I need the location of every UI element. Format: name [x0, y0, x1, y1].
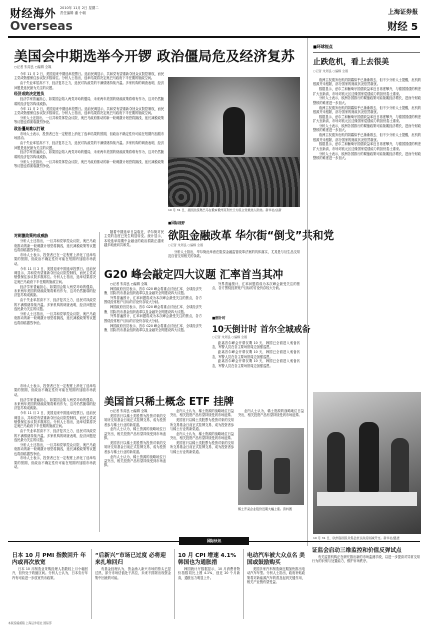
rail-article-body [313, 78, 421, 274]
rail-photo [313, 392, 421, 534]
lead-paragraph: 今年 11 月 2 日，美国迎来中期选举投票日。选前民调显示，共和党有望重新夺回众议院控制权，而民主党或勉强保住参议院多数席位。分析人士指出，选举结果将决定奥巴马政府下半任期的施政空间。 [14, 106, 164, 116]
g20-article-body [104, 282, 202, 386]
etf-photo-caption: 稀土开采企业股价近期大幅上涨。资料图 [238, 507, 293, 511]
fx-paragraph: 分析人士指出，华尔街此举意在阻挠金融监管改革法案的具体落实，尤其是与衍生品交易及自营交易相关的条款。 [168, 250, 300, 259]
page-headline: 美国会中期选举今开锣 政治僵局危及经济复苏 [14, 49, 295, 65]
issue-meta [60, 6, 99, 15]
bottom-story-title: 证监会启动三维监控和价值反弹试点 [312, 548, 402, 554]
worker-figure [248, 450, 262, 490]
section-logo: 财经海外 [10, 7, 56, 20]
page-footer: 本版投稿邮箱 上海证券报社 国际部 [8, 621, 52, 625]
bottom-paragraph: 有基金经理认为，资金涌入新兴市场的势头已显过热，部分市场估值处于高位，未来不排除出现资金集中回流的可能。 [95, 567, 171, 580]
bottom-story [178, 553, 240, 621]
etf-paragraph: 美国首只以稀土类股票为投资对象的交易所交易基金日前正式挂牌交易，成为投资者参与稀土行业的新渠道。 [104, 441, 166, 454]
lead-paragraph: 今年 11 月 2 日，美国迎来中期选举投票日。选前民调显示，共和党有望重新夺回众议院控制权，而民主党或勉强保住参议院多数席位。分析人士指出，选举结果将决定奥巴马政府下半任期的施政空间。 [14, 411, 96, 429]
lead-paragraph: 市场人士表示，投资者已在一定程度上消化了选举结果的预期，但政治不确定性仍可能在短期内加剧市场波动。 [14, 253, 96, 266]
bottom-story [247, 553, 305, 621]
etf-paragraph: 业内人士认为，稀土资源的战略地位日益突出，相关投资产品有望持续受到市场追捧。 [238, 409, 304, 418]
g20-article-body [212, 282, 300, 312]
fx-paragraph: 随着中期选举日益临近，华尔街对民主党的态度已发生明显转变。统计显示，本轮选举周期中金融业的政治捐款正越来越多地流向共和党。 [104, 230, 164, 248]
seoul-paragraph: 距离首尔峰会开幕仅剩 10 天，韩国已全面进入戒备状态，军警人员在各主要场馆周边加强巡逻。 [212, 350, 300, 359]
column-rule [99, 232, 100, 532]
rail-paragraph: 欧洲主权债务危机的阴霾似乎已渐渐散去，但不少分析人士提醒，危机的根源并未根除，部分国家的财政状况依然堪忧。 [313, 78, 421, 87]
lead-paragraph: 今年 11 月 2 日，美国迎来中期选举投票日。选前民调显示，共和党有望重新夺回众议院控制权，而民主党或勉强保住参议院多数席位。分析人士指出，选举结果将决定奥巴马政府下半任期的施政空间。 [14, 72, 164, 81]
g20-paragraph: 外界普遍预计，汇率问题将成为本次峰会最受关注的焦点，各方围绕经常账户目标的讨论仍存较大分歧。 [104, 314, 202, 323]
newspaper-brand: 上海证券报 [387, 9, 418, 16]
lead-paragraph: 市场人士表示，投资者已在一定程度上消化了选举结果的预期，但政治不确定性仍可能在短期内加剧市场波动。 [14, 132, 164, 141]
rail-paragraph: 欧洲主权债务危机的阴霾似乎已渐渐散去，但不少分析人士提醒，危机的根源并未根除，部分国家的财政状况依然堪忧。 [313, 105, 421, 115]
etf-paragraph: 业内人士认为，稀土资源的战略地位日益突出，相关投资产品有望持续受到市场追捧。 [170, 431, 234, 441]
lead-paragraph: 由于失业率居高不下、经济复苏乏力，选民对执政党的不满情绪持续升温。多家机构的调查表明，经济问题是选民最为关注的议题。 [14, 298, 96, 312]
etf-article-body [170, 409, 234, 529]
g20-byline: ○记者 朱周良 ○编辑 全媒 [110, 282, 148, 286]
bottom-story [95, 553, 171, 621]
rail-paragraph: 分析人士表示，欧洲各国推行的紧缩政策可能拖累经济增长，进而令财政整顿的难度进一步加大。 [313, 124, 421, 133]
lead-paragraph: 经济学家普遍担心，如果国会陷入两党对峙的僵局，未来两年美国的财政政策将难有作为，这对仍然脆弱的经济复苏构成威胁。 [14, 150, 164, 159]
bottom-banner: 国际快讯 [179, 537, 249, 545]
lead-paragraph: 分析人士还指出，一旦共和党掌控众议院，奥巴马政府推动的新一轮刺激计划恐将搁浅，延长减税政策等议题也将面临激烈争论。 [14, 311, 96, 325]
fx-byline: ○记者 朱周良 ○编辑 全媒 [168, 243, 204, 247]
speaker-figure [223, 107, 245, 155]
etf-headline: 美国首只稀土概念 ETF 挂牌 [104, 397, 234, 408]
lead-paragraph: 分析人士还指出，一旦共和党掌控众议院，奥巴马政府推动的新一轮刺激计划恐将搁浅，延长减税政策等议题也将面临激烈争论。 [14, 442, 96, 456]
g20-paragraph: 外界普遍预计，汇率问题将成为本次峰会最受关注的焦点，各方围绕经常账户目标的讨论仍存较大分歧。 [104, 296, 202, 305]
etf-paragraph: 业内人士认为，稀土资源的战略地位日益突出，相关投资产品有望持续受到市场追捧。 [104, 454, 166, 468]
bottom-paragraph: 有关监管机构正在研究推出新的市场监测手段，以进一步提高对异常交易行为的识别与处置能力，维护市场秩序。 [312, 555, 420, 564]
lead-paragraph: 市场人士表示，投资者已在一定程度上消化了选举结果的预期，但政治不确定性仍可能在短期内加剧市场波动。 [14, 384, 96, 397]
bottom-paragraph: 日本 10 月制造业采购经理人指数较上月小幅回升，但仍处于收缩区间。分析人士认为，日本央行年内有可能进一步放宽货币政策。 [12, 567, 88, 580]
seoul-paragraph: 距离首尔峰会开幕仅剩 10 天，韩国已全面进入戒备状态，军警人员在各主要场馆周边加强巡逻。 [212, 341, 300, 350]
bottom-story-body [12, 567, 88, 613]
bottom-story-title: 10 月 CPI 增速 4.1% 韩国也为通胀措 [178, 553, 237, 566]
bottom-paragraph: 美国多家汽车制造商近期加快推出电动汽车车型。分析人士指出，政府补贴政策将对新能源汽车的普及起到关键作用，相关产业链有望受益。 [247, 567, 305, 585]
rail-paragraph: 数据显示，爱尔兰和葡萄牙国债收益率近日再度攀升，与德国国债的利差扩大至新高，市场对欧元区边缘国家偿债能力的担忧卷土重来。 [313, 142, 421, 151]
bottom-paragraph: 韩国统计厅数据显示，10 月消费者物价指数同比上涨 4.1%，创近 20 个月新高，通胀压力明显上升。 [178, 567, 240, 580]
protester-figure [327, 432, 345, 492]
right-rail [307, 38, 420, 546]
rail-photo-caption: 10 月 31 日，欧洲各国民众集会抗议政府削减开支。新华社/路透 [313, 536, 400, 540]
lead-subhead: 经济成败决定胜负 [14, 91, 45, 97]
rail-headline: 止跌危机，看上去很美 [313, 57, 389, 66]
bottom-story-title: 日本 10 月 PMI 指数回升 年内或再次放宽 [12, 553, 87, 566]
bottom-story [312, 548, 420, 622]
lead-paragraph: 由于失业率居高不下、经济复苏乏力，选民对执政党的不满情绪持续升温。多家机构的调查表明，经济问题是选民最为关注的议题。 [14, 81, 164, 90]
column-rule [243, 549, 244, 619]
lead-paragraph: 分析人士还指出，一旦共和党掌控众议院，奥巴马政府推动的新一轮刺激计划恐将搁浅，延长减税政策等议题也将面临激烈争论。 [14, 239, 96, 253]
seoul-byline: ○记者 朱周良 ○编辑 全媒 [212, 335, 248, 339]
etf-byline: ○记者 朱周良 ○编辑 全媒 [110, 409, 148, 413]
etf-paragraph: 业内人士认为，稀土资源的战略地位日益突出，相关投资产品有望持续受到市场追捧。 [104, 427, 166, 441]
issue-date: 2010年 11月 2日 星期二 [60, 6, 99, 10]
lead-paragraph: 经济学家普遍担心，如果国会陷入两党对峙的僵局，未来两年美国的财政政策将难有作为，这对仍然脆弱的经济复苏构成威胁。 [14, 397, 96, 411]
lead-article-continued [14, 232, 96, 382]
etf-paragraph: 美国首只以稀土类股票为投资对象的交易所交易基金日前正式挂牌交易，成为投资者参与稀土行业的新渠道。 [170, 418, 234, 432]
seoul-paragraph: 距离首尔峰会开幕仅剩 10 天，韩国已全面进入戒备状态，军警人员在各主要场馆周边加强巡逻。 [212, 359, 300, 368]
rail-paragraph: 数据显示，爱尔兰和葡萄牙国债收益率近日再度攀升，与德国国债的利差扩大至新高，市场对欧元区边缘国家偿债能力的担忧卷土重来。 [313, 114, 421, 124]
rail-kicker: ■环球视点 [313, 44, 420, 53]
lead-paragraph: 分析人士还指出，一旦共和党掌控众议院，奥巴马政府推动的新一轮刺激计划恐将搁浅，延长减税政策等议题也将面临激烈争论。 [14, 159, 164, 169]
main-photo [168, 77, 300, 207]
worker-figure [274, 458, 290, 494]
etf-paragraph: 美国首只以稀土类股票为投资对象的交易所交易基金日前正式挂牌交易，成为投资者参与稀土行业的新渠道。 [170, 441, 234, 454]
lead-subhead: 政治僵局难以打破 [14, 125, 45, 131]
seoul-kicker: ■倒计时 [212, 316, 226, 320]
rail-paragraph: 欧洲主权债务危机的阴霾似乎已渐渐散去，但不少分析人士提醒，危机的根源并未根除，部分国家的财政状况依然堪忧。 [313, 133, 421, 142]
etf-paragraph: 业内人士认为，稀土资源的战略地位日益突出，相关投资产品有望持续受到市场追捧。 [170, 409, 234, 418]
g20-paragraph: 韩国政府官员表示，首尔 G20 峰会将重点讨论汇率、全球经济失衡、国际货币基金组织改革以及金融安全网建设四大议题。 [104, 286, 202, 296]
protester-figure [359, 422, 379, 492]
protest-banner [317, 492, 417, 506]
bottom-story [12, 553, 88, 621]
lead-paragraph: 今年 11 月 2 日，美国迎来中期选举投票日。选前民调显示，共和党有望重新夺回众议院控制权，而民主党或勉强保住参议院多数席位。分析人士指出，选举结果将决定奥巴马政府下半任期的施政空间。 [14, 266, 96, 284]
rail-paragraph: 分析人士表示，欧洲各国推行的紧缩政策可能拖累经济增长，进而令财政整顿的难度进一步加大。 [313, 151, 421, 161]
lead-article [14, 72, 164, 230]
rail-byline: ○记者 朱周良 ○编辑 全媒 [313, 69, 349, 73]
bottom-story-body [247, 567, 305, 613]
issue-editor: 责任编辑 潘 小朝 [60, 10, 86, 15]
seoul-article-body [212, 341, 300, 387]
etf-paragraph: 美国首只以稀土类股票为投资对象的交易所交易基金日前正式挂牌交易，成为投资者参与稀土行业的新渠道。 [104, 413, 166, 427]
lead-article-continued [14, 384, 96, 530]
main-photo-caption: 10 月 31 日，美国总统奥巴马在俄亥俄州克利夫兰为民主党候选人助选。新华社/法新 [168, 208, 282, 212]
g20-paragraph: 韩国政府官员表示，首尔 G20 峰会将重点讨论汇率、全球经济失衡、国际货币基金组织改革以及金融安全网建设四大议题。 [104, 305, 202, 314]
lead-subhead: 对刺激政策构成威胁 [14, 233, 49, 238]
bottom-story-body [95, 567, 171, 613]
lead-paragraph: 市场人士表示，投资者已在一定程度上消化了选举结果的预期，但政治不确定性仍可能在短期内加剧市场波动。 [14, 456, 96, 470]
lead-paragraph: 经济学家普遍担心，如果国会陷入两党对峙的僵局，未来两年美国的财政政策将难有作为，这对仍然脆弱的经济复苏构成威胁。 [14, 284, 96, 298]
lead-paragraph: 由于失业率居高不下、经济复苏乏力，选民对执政党的不满情绪持续升温。多家机构的调查表明，经济问题是选民最为关注的议题。 [14, 429, 96, 443]
bottom-story-title: “后新兴”市场已过度 必将迎来扎堆回归 [95, 553, 166, 566]
column-rule [91, 549, 92, 619]
fx-article-body [168, 250, 300, 262]
bottom-story-body [178, 567, 240, 613]
column-rule [174, 549, 175, 619]
fx-article-body [104, 230, 164, 260]
lead-paragraph: 经济学家普遍担心，如果国会陷入两党对峙的僵局，未来两年美国的财政政策将难有作为，这对仍然脆弱的经济复苏构成威胁。 [14, 97, 164, 106]
fx-kicker: ■国际视野 [168, 221, 185, 225]
protester-figure [391, 438, 409, 494]
etf-photo [238, 428, 304, 505]
etf-article-body [104, 409, 166, 529]
page-number: 财经 5 [387, 22, 418, 33]
g20-paragraph: 韩国政府官员表示，首尔 G20 峰会将重点讨论汇率、全球经济失衡、国际货币基金组织改革以及金融安全网建设四大议题。 [104, 323, 202, 333]
etf-article-body [238, 409, 304, 427]
fx-headline: 欲阻金融改革 华尔街“倒戈”共和党 [168, 230, 334, 242]
crowd-figure [168, 157, 300, 207]
g20-paragraph: 外界普遍预计，汇率问题将成为本次峰会最受关注的焦点，各方围绕经常账户目标的讨论仍存较大分歧。 [212, 282, 300, 291]
lead-paragraph: 由于失业率居高不下、经济复苏乏力，选民对执政党的不满情绪持续升温。多家机构的调查表明，经济问题是选民最为关注的议题。 [14, 141, 164, 150]
bottom-story-title: 电动汽车被大众点名 美国或鼓励购买 [247, 553, 305, 566]
rail-paragraph: 分析人士表示，欧洲各国推行的紧缩政策可能拖累经济增长，进而令财政整顿的难度进一步加大。 [313, 96, 421, 105]
bottom-story-body [312, 555, 420, 607]
headline-byline: ○记者 朱周良 ○编辑 全媒 [14, 65, 52, 69]
seoul-headline: 10天倒计时 首尔全城戒备 [212, 324, 311, 334]
lead-paragraph: 分析人士还指出，一旦共和党掌控众议院，奥巴马政府推动的新一轮刺激计划恐将搁浅，延长减税政策等议题也将面临激烈争论。 [14, 115, 164, 125]
rail-paragraph: 数据显示，爱尔兰和葡萄牙国债收益率近日再度攀升，与德国国债的利差扩大至新高，市场对欧元区边缘国家偿债能力的担忧卷土重来。 [313, 87, 421, 96]
g20-headline: G20 峰会敲定四大议题 汇率首当其冲 [104, 269, 284, 281]
section-name-en: Overseas [10, 19, 73, 33]
